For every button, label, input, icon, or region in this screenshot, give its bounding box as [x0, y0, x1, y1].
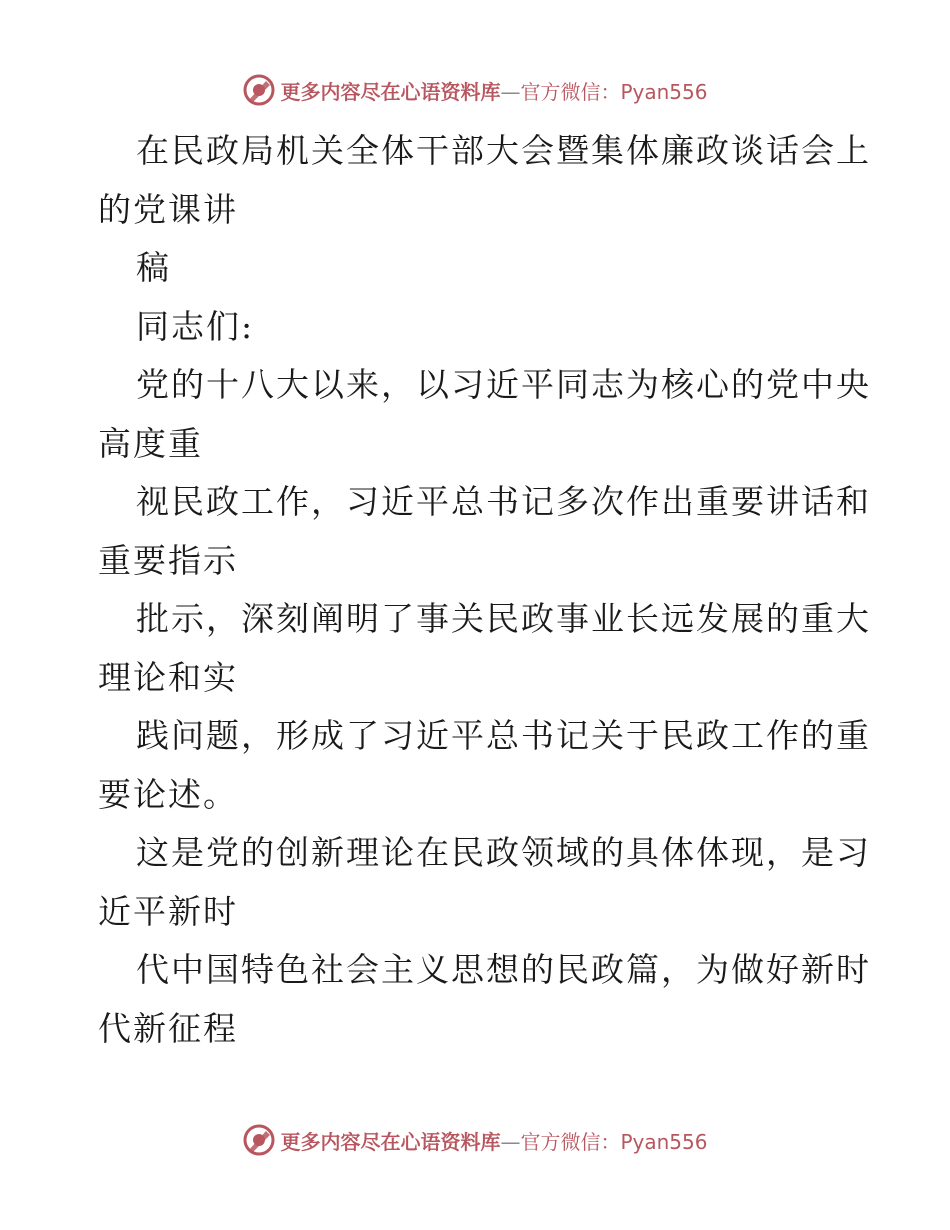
doc-line: 视民政工作，习近平总书记多次作出重要讲话和	[136, 482, 871, 521]
doc-line: 要论述。	[98, 774, 238, 814]
header-banner-text	[280, 76, 707, 105]
doc-line: 的党课讲	[98, 189, 238, 229]
header-banner	[0, 70, 950, 110]
doc-line: 同志们:	[136, 306, 255, 346]
doc-line: 近平新时	[98, 891, 238, 931]
doc-line: 这是党的创新理论在民政领域的具体体现，是习	[136, 833, 871, 872]
header-banner-dash: —	[500, 79, 521, 104]
header-banner-title: 更多内容尽在心语资料库	[280, 79, 501, 104]
document-body	[98, 122, 871, 1058]
doc-line: 代新征程	[98, 1008, 238, 1048]
doc-line: 高度重	[98, 423, 203, 463]
doc-line: 践问题，形成了习近平总书记关于民政工作的重	[136, 716, 871, 755]
footer-banner-text	[280, 1126, 707, 1155]
footer-banner-dash: —	[500, 1129, 521, 1154]
pen-logo-icon	[242, 73, 276, 107]
doc-line: 批示，深刻阐明了事关民政事业长远发展的重大	[136, 599, 871, 638]
doc-line: 稿	[136, 248, 171, 287]
footer-banner	[0, 1120, 950, 1160]
doc-line: 在民政局机关全体干部大会暨集体廉政谈话会上	[136, 131, 871, 170]
doc-line: 重要指示	[98, 540, 238, 580]
pen-logo-icon	[242, 1123, 276, 1157]
footer-banner-title: 更多内容尽在心语资料库	[280, 1129, 501, 1154]
doc-line: 代中国特色社会主义思想的民政篇，为做好新时	[136, 950, 871, 989]
header-banner-tail: 官方微信：Pyan556	[520, 79, 708, 104]
footer-banner-tail: 官方微信：Pyan556	[520, 1129, 708, 1154]
doc-line: 理论和实	[98, 657, 238, 697]
doc-line: 党的十八大以来，以习近平同志为核心的党中央	[136, 365, 871, 404]
